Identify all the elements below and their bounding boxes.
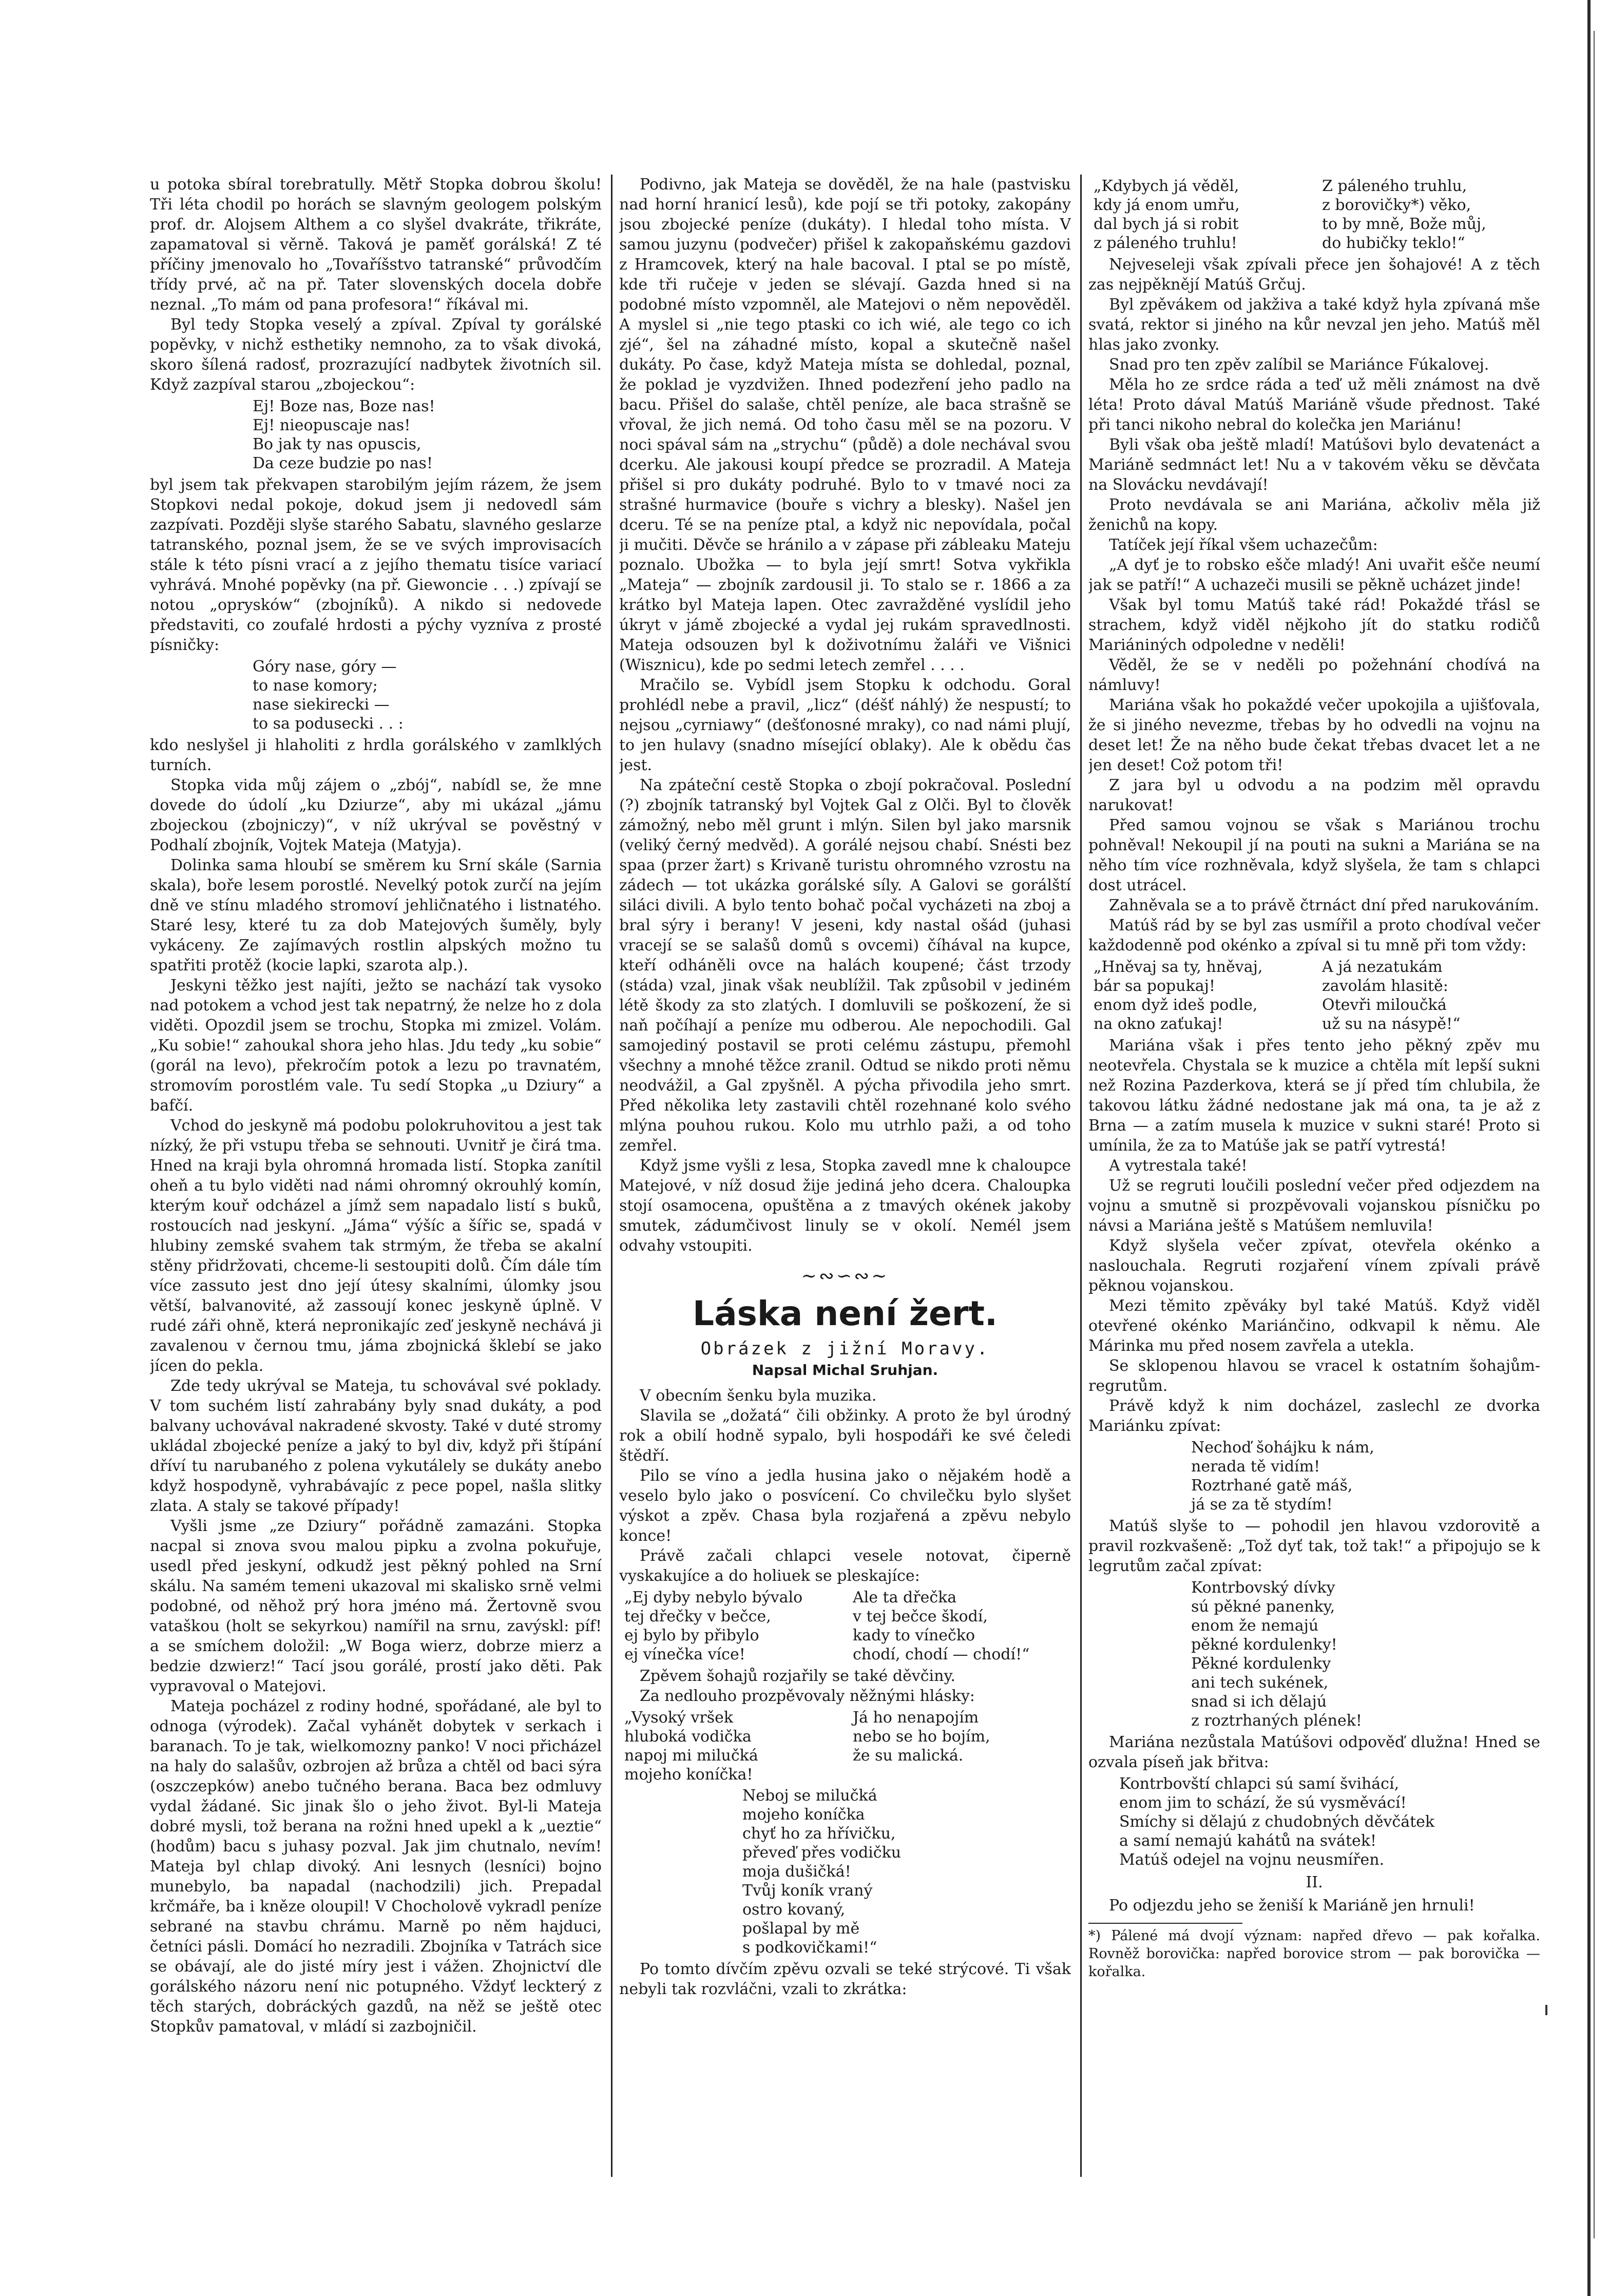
- verse-line: s podkovičkami!“: [742, 1939, 877, 1957]
- paragraph: Zpěvem šohajů rozjařily se také děvčiny.: [640, 1667, 955, 1685]
- paragraph: kdo neslyšel ji hlaholiti z hrdla gorálského v zamlklých turních.: [150, 736, 602, 774]
- verse-line: Nechoď šohájku k nám,: [1191, 1439, 1374, 1457]
- paragraph: Snad pro ten zpěv zalíbil se Mariánce Fúkalovej.: [1109, 356, 1489, 374]
- song: [1094, 177, 1540, 253]
- verse-line: Kontrbovští chlapci sú samí švihácí,: [1119, 1775, 1400, 1793]
- paragraph: Mariána však ho pokaždé večer upokojila a ujišťovala, že si jiného nevezme, třebas by ho odvedli na vojnu na deset let! Že na něho bude čekat třebas dvacet let a ne jen deset! Což potom tři!: [1088, 696, 1540, 774]
- paragraph: Matúš rád by se byl zas usmířil a proto chodíval večer každodenně pod okénko a zpíval si tu mně při tom vždy:: [1088, 916, 1540, 954]
- verse-line: už su na násypě!“: [1322, 1015, 1461, 1033]
- verse-line: „Vysoký vršek: [624, 1709, 734, 1727]
- paragraph: Stopka vida můj zájem o „zbój“, nabídl se, že mne dovede do údolí „ku Dziurze“, aby mi ukázal „jámu zbojeckou (zbojniczy)“, v níž ukrýval se pověstný v Podhalí zbojník, Vojtek Mateja (Matyja).: [150, 776, 602, 854]
- verse-line: v tej bečce škodí,: [853, 1608, 988, 1625]
- paragraph: Pilo se víno a jedla husina jako o nějakém hodě a veselo bylo jako o posvícení. Co chvilečku bylo slyšet výskot a zpěv. Chasa byla rozjařená a zpěvu nebylo konce!: [619, 1467, 1071, 1545]
- verse-line: na okno zaťukaj!: [1094, 1015, 1223, 1033]
- paragraph: Však byl tomu Matúš také rád! Pokaždé třásl se strachem, když viděl nějkoho jít do statku rodičů Mariániných odpoledne v neděli!: [1088, 596, 1540, 654]
- verse-line: Smíchy si dělajú z chudobných děvčátek: [1119, 1813, 1435, 1831]
- footnote: *) Pálené má dvojí význam: napřed dřevo — pak kořalka. Rovněž borovička: napřed borovice strom — pak borovička — kořalka.: [1088, 1928, 1540, 1980]
- verse-line: „Ej dyby nebylo bývalo: [624, 1589, 803, 1606]
- verse-line: Otevři miloučká: [1322, 996, 1447, 1014]
- column-1: [150, 175, 602, 2177]
- verse-line: z roztrhaných plének!: [1191, 1712, 1362, 1730]
- verse-line: Ej! Boze nas, Boze nas!: [253, 397, 435, 415]
- paragraph: Po odjezdu jeho se ženiší k Mariáně jen hrnuli!: [1109, 1897, 1475, 1915]
- verse-line: mojeho koníčka!: [624, 1766, 753, 1784]
- paragraph: Podivno, jak Mateja se dověděl, že na hale (pastvisku nad horní hranicí lesů), kde pojí se tři potoky, zakopány jsou zbojecké peníze (dukáty). I hledal toho místa. V samou juzynu (podvečer) přišel k zakopaňskému gazdovi z Hramcovek, který na hale bacoval. I ptal se po místě, kde tři ručeje v jeden se slévají. Gazda hned si na podobné místo vzpomněl, ale Matejovi o něm nepověděl. A myslel si „nie tego ptaski co ich wié, ale tego co ich zjé“, šel na záhadné místo, kopal a skutečně našel dukáty. Po čase, když Mateja místa se dohledal, poznal, že poklad je vyzdvižen. Ihned podezření jeho padlo na bacu. Přišel do salaše, chtěl peníze, ale baca strašně se vřoval, že jich nemá. Od toho času měl se na pozoru. V noci spával sám na „strychu“ (půdě) a dole nechával svou dcerku. Ale jakousi koupí předce se prozradil. A Mateja přišel si pro dukáty podruhé. Bylo to v tmavé noci za strašné hurmavice (bouře s vichry a blesky). Našel jen dceru. Té se na peníze ptal, a když nic nepovídala, počal ji mučiti. Děvče se hránilo a v zápase při zábleaku Mateju poznalo. Ubožka — to byla její smrt! Sotva vykřikla „Mateja“ — zbojník zardousil ji. To stalo se r. 1866 a za krátko byl Mateja lapen. Otec zavražděné vyslídil jeho úkryt v jámě zbojecké a vydal jej rukám spravedlnosti. Mateja odsouzen byl k doživotnímu žaláři ve Višnici (Wisznicu), kde po sedmi letech zemřel . . . .: [619, 176, 1071, 674]
- verse-line: kdy já enom umřu,: [1094, 196, 1240, 214]
- paragraph: „A dyť je to robsko ešče mladý! Ani uvařit ešče neumí jak se patří!“ A uchazeči musili se pěkně ucházet jinde!: [1088, 556, 1540, 594]
- verse-line: hluboká vodička: [624, 1728, 752, 1746]
- paragraph: Jeskyni těžko jest najíti, ježto se nachází tak vysoko nad potokem a vchod jest tak nepatrný, že nelze ho z dola viděti. Opozdil jsem se trochu, Stopka mi zmizel. Volám. „Ku sobie!“ zahoukal shora jeho hlas. Jdu tedy „ku sobie“ (gorál na levo), překročím potok a lezu po travnatém, stromovím porostlém vale. Tu sedí Stopka „u Dziury“ a bafčí.: [150, 977, 602, 1115]
- story-title: Láska není žert.: [693, 1294, 998, 1333]
- verse-line: „Kdybych já věděl,: [1094, 177, 1239, 195]
- verse-line: Pěkné kordulenky: [1191, 1655, 1331, 1673]
- verse-line: chodí, chodí — chodí!“: [853, 1646, 1030, 1663]
- paragraph: Zde tedy ukrýval se Mateja, tu schovával své poklady. V tom suchém listí zahrabány byly snad dukáty, a pod balvany uchovával nakradené skvosty. Také v duté stromy ukládal zbojecké peníze a jaký to byl div, když při štípání dříví tu narubaného z polena vykutálely se dukáty anebo když hospodyně, vyhrabávajíc z pece popel, našla slitky zlata. A staly se takové případy!: [150, 1377, 602, 1515]
- paragraph: Byl zpěvákem od jakživa a také když hyla zpívaná mše svatá, rektor si jiného na kůr nevzal jen jeho. Matúš měl hlas jako zvonky.: [1088, 296, 1540, 354]
- song: [742, 1786, 1071, 1957]
- verse-line: pěkné kordulenky!: [1191, 1636, 1337, 1654]
- ornament: ~∾∽∾~: [801, 1266, 889, 1287]
- verse-line: to nase komory;: [253, 677, 378, 695]
- paragraph: Byli však oba ještě mladí! Matúšovi bylo devatenáct a Mariáně sedmnáct let! Nu a v takovém věku se děvčata na Slovácku nevdávají!: [1088, 436, 1540, 494]
- page-edge-line: [1594, 31, 1595, 2238]
- verse-line: „Hněvaj sa ty, hněvaj,: [1094, 958, 1263, 976]
- verse-line: a samí nemajú kahátů na svátek!: [1119, 1832, 1377, 1850]
- verse-line: to sa podusecki . . :: [253, 715, 404, 733]
- song: [1191, 1438, 1540, 1514]
- paragraph: Byl tedy Stopka veselý a zpíval. Zpíval ty gorálské popěvky, v nichž esthetiky nemnoho, za to však divoká, skoro šílená radosť, prozrazující nadbytek životních sil. Když zazpíval starou „zbojeckou“:: [150, 316, 602, 394]
- paragraph: Mariána však i přes tento jeho pěkný zpěv mu neotevřela. Chystala se k muzice a chtěla mít lepší sukni než Rozina Pazderkova, která se jí před tím chlubila, že takovou látku žádné nedostane jak má ona, ta je až z Brna — a zatím musela k muzice v sukni staré! Proto si umínila, že za to Matúše jak se patří vytrestá!: [1088, 1037, 1540, 1155]
- verse-line: enom dyž ideš podle,: [1094, 996, 1258, 1014]
- paragraph: Když slyšela večer zpívat, otevřela okénko a naslouchala. Regruti rozjaření vínem zpívali právě pěknou vojanskou.: [1088, 1237, 1540, 1295]
- footnote-divider: [1088, 1923, 1242, 1924]
- verse-line: Já ho nenapojím: [853, 1709, 979, 1727]
- song: [1191, 1578, 1540, 1730]
- verse-line: Neboj se milučká: [742, 1787, 877, 1805]
- verse-line: enom že nemajú: [1191, 1617, 1319, 1635]
- verse: [253, 397, 602, 473]
- paragraph: Mračilo se. Vybídl jsem Stopku k odchodu. Goral prohlédl nebe a pravil, „licz“ (déšť náhlý) že nespustí; to nejsou „cyrniawy“ (dešťonosné mraky), co nad námi plují, to jen hulavy (snadno mísející oblaky). Ale k obědu čas jest.: [619, 676, 1071, 774]
- verse-line: Matúš odejel na vojnu neusmířen.: [1119, 1851, 1385, 1869]
- paragraph: byl jsem tak překvapen starobilým jejím rázem, že jsem Stopkovi nedal pokoje, dokud jsem ji nedovedl sám zazpívati. Později slyše starého Sabatu, slavného geslarze tatranského, poznal jsem, že se ve svých improvisacích stále k této písni vrací a z jejího thematu tisíce variací vyhrává. Mnohé popěvky (na př. Giewoncie . . .) zpívají se notou „oprysków“ (zbojníků). A nikdo si nedovede představiti, co zoufalé hrdosti a pýchy vyzníva z prosté písničky:: [150, 476, 602, 654]
- verse-line: že su malická.: [853, 1747, 964, 1765]
- paragraph: Na zpáteční cestě Stopka o zbojí pokračoval. Poslední (?) zbojník tatranský byl Vojtek Gal z Olči. Byl to člověk zámožný, nebo měl grunt i mlýn. Silen byl jako marsnik (veliký černý medvěd). A gorálé nejsou chabí. Snésti bez spaa (przer žart) s Krivaně turistu ohromného vzrostu na zádech — tot ukázka gorálské síly. A Galovi se gorálští siláci divili. A bylo tento bohač počal vycházeti na zboj a bral sýry i berany! V jeseni, kdy nastal ošád (juhasi vracejí se se salašů domů s ovcemi) číhával na kupce, kteří odháněli ovce na halách koupené; část trzody (stáda) vzal, jinak však neublížil. Tak způsobil v jediném létě škody za sto zlatých. I domluvili se poškození, že si naň počíhají a peníze mu odberou. Ale nepochodili. Gal samojediný postavil se proti celému zástupu, přemohl všechny a mnohé těžce zranil. Odtud se nikdo proti němu neodvážil, a Gal zpyšněl. A pýcha přivodila jeho smrt. Před několika lety zastavili chtěl rozehnané kolo svého mlýna pouhou rukou. Kolo mu utrhlo paži, a od toho zemřel.: [619, 776, 1071, 1155]
- verse-line: z páleného truhlu!: [1094, 234, 1237, 252]
- verse-line: Tvůj koník vraný: [742, 1882, 873, 1900]
- paragraph: Právě když k nim docházel, zaslechl ze dvorka Mariánku zpívat:: [1088, 1397, 1540, 1435]
- verse-line: já se za tě stydím!: [1191, 1496, 1333, 1514]
- verse-line: to by mně, Bože můj,: [1322, 215, 1486, 233]
- verse-line: bár sa popukaj!: [1094, 977, 1215, 995]
- verse-line: Roztrhané gatě máš,: [1191, 1477, 1353, 1495]
- column-rule: [611, 175, 612, 2177]
- verse-line: Z páleného truhlu,: [1322, 177, 1467, 195]
- paragraph: Matúš slyše to — pohodil jen hlavou vzdorovitě a pravil rozkvašeně: „Tož dyť tak, tož tak!“ a připojujo se k legrutům začal zpívat:: [1088, 1517, 1540, 1575]
- verse-line: nebo se ho bojím,: [853, 1728, 990, 1746]
- verse-line: Da ceze budzie po nas!: [253, 454, 433, 472]
- verse-line: moja dušičká!: [742, 1863, 851, 1881]
- song: [624, 1708, 1071, 1784]
- paragraph: Když jsme vyšli z lesa, Stopka zavedl mne k chaloupce Matejové, v níž dosud žije jediná jeho dcera. Chaloupka stojí osamocena, opuštěna a z tmavých okének jakoby smutek, zádumčivost linuly se v okolí. Nemél jsem odvahy vstoupiti.: [619, 1157, 1071, 1255]
- verse-line: chyť ho za hřívičku,: [742, 1825, 896, 1843]
- column-rule: [1080, 175, 1082, 2177]
- verse-line: ostro kovaný,: [742, 1901, 846, 1919]
- paragraph: V obecním šenku byla muzika.: [640, 1387, 877, 1405]
- verse-line: ej bylo by přibylo: [624, 1627, 759, 1644]
- paragraph: Před samou vojnou se však s Mariánou trochu pohněval! Nekoupil jí na pouti na sukni a Mariána se na něho tím více rozhněvala, když slyšela, že tam s chlapci dost utrácel.: [1088, 816, 1540, 894]
- paragraph: Se sklopenou hlavou se vracel k ostatním šohajům-regrutům.: [1088, 1357, 1540, 1395]
- verse-line: [853, 1765, 1071, 1784]
- verse-line: pošlapal by mě: [742, 1920, 860, 1938]
- verse-line: zavolám hlasitě:: [1322, 977, 1448, 995]
- verse-line: Ale ta dřečka: [853, 1589, 957, 1606]
- section-number: II.: [1306, 1873, 1323, 1891]
- verse-line: Bo jak ty nas opuscis,: [253, 435, 422, 453]
- paragraph: Zahněvala se a to právě čtrnáct dní před narukováním.: [1109, 896, 1539, 914]
- song: [624, 1588, 1071, 1664]
- story-author: Napsal Michal Sruhjan.: [752, 1362, 938, 1379]
- verse-line: napoj mi milučká: [624, 1747, 758, 1765]
- paragraph: Tatíček její říkal všem uchazečům:: [1109, 536, 1378, 554]
- paragraph: Měla ho ze srdce ráda a teď už měli známost na dvě léta! Proto dával Matúš Mariáně všude přednost. Také při tanci nikoho nebral do kolečka jen Mariánu!: [1088, 376, 1540, 434]
- paragraph: Mateja pocházel z rodiny hodné, spořádané, ale byl to odnoga (výrodek). Začal vyhánět dobytek v serkach i baranach. To je tak, wielkomozny panko! V noci přicházel na haly do salašův, ozbrojen až brůza a chtěl od baci sýra (oszczepków) anebo tučného berana. Baca bez odmluvy vydal žádané. Sic jinak šlo o jeho život. Byl-li Mateja dobré mysli, tož berana na rožni hned upekl a k „ueztie“ (hodům) bacu s juhasy pozval. Jak jim chutnalo, nevím! Mateja byl chlap divoký. Ani lesnych (lesníci) bojno munebylo, ba napadal (nachodzili) jich. Prepadal krčmáře, ba i kněze oloupil! V Chocholově vykradl peníze sebrané na stavbu chrámu. Marně po něm hajduci, četníci pásli. Domácí ho nezradili. Zbojníka v Tatrách sice se obávají, ale do jisté míry jest i vážen. Zhojnictví dle gorálského názoru není nic potupného. Vždyť leckterý z těch starých, dobráckých gazdů, na něž se ještě otec Stopkův pamatoval, v mládí si zazbojničil.: [150, 1697, 602, 2036]
- verse: [253, 657, 602, 733]
- song: [1119, 1774, 1540, 1869]
- verse-line: dal bych já si robit: [1094, 215, 1239, 233]
- paragraph: Vyšli jsme „ze Dziury“ pořádně zamazáni. Stopka nacpal si znova svou malou pipku a zvolna pokuřuje, usedl před jeskyní, odkudž jest pěkný pohled na Srní skálu. Na samém temeni ukazoval mi skalisko srně velmi podobné, od něhož prý hora jméno má. Žertovně svou vataškou (holt se sekyrkou) namířil na srnu, zavýskl: píf! a se smíchem doložil: „W Boga wierz, dobrze mierz a bedzie dzwierz!“ Tací jsou gorálé, prostí jako děti. Pak vypravoval o Matejovi.: [150, 1517, 602, 1695]
- paragraph: Mezi těmito zpěváky byl také Matúš. Když viděl otevřené okénko Mariánčino, odkvapil k němu. Ale Márinka mu před nosem zavřela a utekla.: [1088, 1297, 1540, 1355]
- verse-line: Kontrbovský dívky: [1191, 1579, 1335, 1597]
- paragraph: Dolinka sama hloubí se směrem ku Srní skále (Sarnia skala), boře lesem porostlé. Nevelký potok zurčí na jejím dně ve stínu mladého stromoví jehličnatého i listnatého. Staré lesy, které tu za dob Matejových šuměly, byly vykáceny. Ze zajímavých rostlin alpských možno tu spatřiti protěž (kocie lapki, szarota alp.).: [150, 856, 602, 974]
- verse-line: Góry nase, góry —: [253, 658, 397, 676]
- paragraph: u potoka sbíral torebratully. Mětř Stopka dobrou školu! Tři léta chodil po horách se slavným geologem polským prof. dr. Alojsem Althem a co slyšel dvakráte, třikráte, zapamatoval si věrně. Taková je paměť gorálská! Z té příčiny jmenovalo ho „Tovaříšstvo tatranské“ průvodčím třídy prvé, ač na př. Tater slovenských docela dobře neznal. „To mám od pana profesora!“ říkával mi.: [150, 176, 602, 314]
- verse-line: Ej! nieopuscaje nas!: [253, 416, 411, 434]
- verse-line: kady to vínečko: [853, 1627, 975, 1644]
- paragraph: Vchod do jeskyně má podobu polokruhovitou a jest tak nízký, že při vstupu třeba se sehnouti. Uvnitř je čirá tma. Hned na kraji byla ohromná hromada listí. Stopka zanítil oheň a tu bylo viděti nad námi ohromný okrouhlý komín, kterým kouř odcházel a jímž sem napadalo listí s buků, rostoucích nad jeskyní. „Jáma“ výšíc a šířic se, spadá v hlubiny zemské svahem tak strmým, že třeba se akalní stěny přidržovati, chceme-li sestoupiti dolů. Čím dále tím více zassuto jest dno její útesy skalními, úlomky jsou větší, balvanovité, až zassoují konec jeskyně úplně. V rudé záři ohně, která nepronikajíc zeď jeskyně nechává ji zavalenou v černou tmu, jáma zbojnická šklebí se jako jícen do pekla.: [150, 1117, 602, 1375]
- paragraph: A vytrestala také!: [1109, 1157, 1248, 1175]
- verse-line: snad si ich dělajú: [1191, 1693, 1327, 1711]
- paragraph: Mariána nezůstala Matúšovi odpověď dlužna! Hned se ozvala píseň jak břitva:: [1088, 1733, 1540, 1771]
- column-2: [619, 175, 1071, 2177]
- verse-line: převeď přes vodičku: [742, 1844, 902, 1862]
- column-3: [1088, 175, 1540, 2177]
- paragraph: Nejveseleji však zpívali přece jen šohajové! A z těch zas nejpěknějí Matúš Grčuj.: [1088, 256, 1540, 294]
- verse-line: mojeho koníčka: [742, 1806, 865, 1824]
- verse-line: sú pěkné panenky,: [1191, 1598, 1335, 1616]
- margin-mark: [1545, 2005, 1547, 2015]
- paragraph: Proto nevdávala se ani Mariána, ačkoliv měla již ženichů na kopy.: [1088, 496, 1540, 534]
- verse-line: z borovičky*) věko,: [1322, 196, 1471, 214]
- verse-line: do hubičky teklo!“: [1322, 234, 1465, 252]
- paragraph: Věděl, že se v neděli po požehnání chodívá na námluvy!: [1088, 656, 1540, 694]
- verse-line: enom jim to schází, že sú vysměvácí!: [1119, 1794, 1407, 1812]
- story-subtitle: Obrázek z jižní Moravy.: [700, 1338, 990, 1359]
- verse-line: nerada tě vidím!: [1191, 1458, 1320, 1476]
- verse-line: A já nezatukám: [1322, 958, 1443, 976]
- paragraph: Z jara byl u odvodu a na podzim měl opravdu narukovat!: [1088, 776, 1540, 814]
- paragraph: Slavila se „dožatá“ čili obžinky. A proto že byl úrodný rok a obilí hodně sypalo, byli hospodáři ke své čeledi štědří.: [619, 1407, 1071, 1465]
- verse-line: tej dřečky v bečce,: [624, 1608, 771, 1625]
- verse-line: nase siekirecki —: [253, 696, 390, 714]
- paragraph: Po tomto dívčím zpěvu ozvali se teké strýcové. Ti však nebyli tak rozvláčni, vzali to zkrátka:: [619, 1960, 1071, 1998]
- verse-line: ej vínečka více!: [624, 1646, 745, 1663]
- verse-line: ani tech sukének,: [1191, 1674, 1329, 1692]
- paragraph: Právě začali chlapci vesele notovat, čiperně vyskakujíce a do holiuek se pleskajíce:: [619, 1547, 1071, 1585]
- paragraph: Za nedlouho prozpěvovaly něžnými hlásky:: [640, 1687, 975, 1705]
- paragraph: Už se regruti loučili poslední večer před odjezdem na vojnu a smutně si prozpěvovali vojanskou písničku po návsi a Mariána ještě s Matúšem nemluvila!: [1088, 1177, 1540, 1235]
- page-edge-shadow: [1587, 0, 1591, 2296]
- song: [1094, 958, 1540, 1034]
